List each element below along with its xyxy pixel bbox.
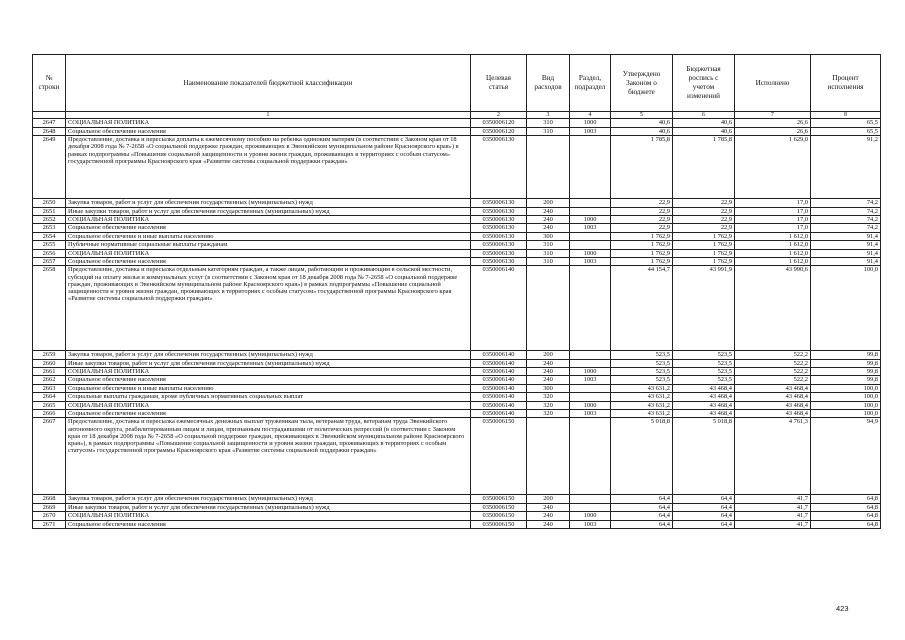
header-percent: Процент исполнения (811, 55, 881, 112)
row-expense-type: 320 (527, 393, 570, 401)
table-row (33, 136, 881, 199)
row-expense-type: 310 (527, 241, 570, 249)
row-percent: 74,2 (811, 207, 881, 215)
row-name: Предоставление, доставка и пересылка ежемесячных денежных выплат труженикам тыла, ветеранам труда, ветеранам труда Эвенкийского автономного округа, реабилитированным лицам и лицам, признанным пострадавшими от политических репрессий (в соответствии с Законом края от 18 декабря 2008 года № 7-2658 «О социальной поддержке граждан, проживающих в Эвенкийском муниципальном районе Красноярского края»), в рамках подпрограммы «Повышение социальной защищенности и уровня жизни граждан, проживающих в территориях с особым статусом» государственной программы Красноярского края «Развитие системы социальной поддержки граждан» (66, 418, 471, 495)
row-executed: 522,2 (735, 376, 811, 384)
row-approved: 64,4 (611, 495, 673, 503)
row-expense-type (527, 266, 570, 351)
row-approved: 1 785,8 (611, 136, 673, 199)
row-target: 0350006150 (471, 512, 527, 520)
row-section: 1003 (570, 520, 611, 528)
row-section (570, 207, 611, 215)
row-percent: 64,8 (811, 512, 881, 520)
row-budget: 40,6 (673, 119, 735, 127)
row-name: Закупка товаров, работ и услуг для обеспечения государственных (муниципальных) нужд (66, 495, 471, 503)
row-percent: 64,8 (811, 520, 881, 528)
row-name: Социальное обеспечение населения (66, 376, 471, 384)
row-expense-type: 320 (527, 410, 570, 418)
row-expense-type: 240 (527, 520, 570, 528)
row-expense-type: 240 (527, 368, 570, 376)
row-name: Иные закупки товаров, работ и услуг для обеспечения государственных (муниципальных) нужд (66, 207, 471, 215)
row-approved: 1 762,9 (611, 257, 673, 265)
row-section: 1003 (570, 257, 611, 265)
table-row (33, 520, 881, 528)
row-target: 0350006140 (471, 266, 527, 351)
row-target: 0350006120 (471, 119, 527, 127)
row-budget: 43 991,9 (673, 266, 735, 351)
row-executed: 41,7 (735, 503, 811, 511)
row-approved: 1 762,9 (611, 249, 673, 257)
row-approved: 22,9 (611, 199, 673, 207)
row-executed: 43 468,4 (735, 384, 811, 392)
column-number: 8 (811, 112, 881, 119)
row-percent: 94,9 (811, 418, 881, 495)
row-section: 1000 (570, 401, 611, 409)
row-number: 2647 (33, 119, 66, 127)
row-percent: 91,4 (811, 257, 881, 265)
row-target: 0350006140 (471, 401, 527, 409)
row-approved: 43 631,2 (611, 401, 673, 409)
row-approved: 40,6 (611, 127, 673, 135)
row-number: 2666 (33, 410, 66, 418)
row-budget: 40,6 (673, 127, 735, 135)
row-budget: 64,4 (673, 512, 735, 520)
row-target: 0350006130 (471, 207, 527, 215)
row-name: СОЦИАЛЬНАЯ ПОЛИТИКА (66, 368, 471, 376)
table-row (33, 207, 881, 215)
row-expense-type: 240 (527, 359, 570, 367)
row-percent: 74,2 (811, 215, 881, 223)
row-number: 2659 (33, 351, 66, 359)
row-name: СОЦИАЛЬНАЯ ПОЛИТИКА (66, 401, 471, 409)
row-number: 2669 (33, 503, 66, 511)
row-executed: 4 761,3 (735, 418, 811, 495)
row-approved: 523,5 (611, 359, 673, 367)
column-number: 6 (673, 112, 735, 119)
row-name: Иные закупки товаров, работ и услуг для обеспечения государственных (муниципальных) нужд (66, 359, 471, 367)
column-number: 1 (66, 112, 471, 119)
table-row (33, 241, 881, 249)
table-row (33, 257, 881, 265)
row-executed: 26,6 (735, 119, 811, 127)
table-row (33, 495, 881, 503)
row-budget: 43 468,4 (673, 401, 735, 409)
row-number: 2651 (33, 207, 66, 215)
column-number-row (33, 112, 881, 119)
row-section (570, 232, 611, 240)
row-budget: 523,5 (673, 368, 735, 376)
page-number: 423 (836, 604, 849, 613)
table-row (33, 232, 881, 240)
row-name: Социальное обеспечение населения (66, 520, 471, 528)
row-name: Социальные выплаты гражданам, кроме публичных нормативных социальных выплат (66, 393, 471, 401)
row-section: 1003 (570, 224, 611, 232)
header-budget-list: Бюджетная роспись с учетом изменений (673, 55, 735, 112)
row-target: 0350006150 (471, 520, 527, 528)
row-section (570, 351, 611, 359)
row-percent: 99,8 (811, 351, 881, 359)
row-section (570, 136, 611, 199)
row-percent: 100,0 (811, 266, 881, 351)
row-executed: 1 612,0 (735, 241, 811, 249)
row-executed: 26,6 (735, 127, 811, 135)
row-target: 0350006130 (471, 136, 527, 199)
row-expense-type (527, 418, 570, 495)
row-percent: 91,4 (811, 232, 881, 240)
table-row (33, 199, 881, 207)
row-expense-type: 240 (527, 376, 570, 384)
row-section (570, 503, 611, 511)
row-section (570, 241, 611, 249)
row-executed: 1 629,0 (735, 136, 811, 199)
row-name: Социальное обеспечение и иные выплаты населению (66, 232, 471, 240)
row-expense-type: 310 (527, 127, 570, 135)
row-target: 0350006130 (471, 257, 527, 265)
table-row (33, 351, 881, 359)
row-approved: 1 762,9 (611, 232, 673, 240)
row-section: 1000 (570, 368, 611, 376)
row-budget: 523,5 (673, 351, 735, 359)
table-row (33, 418, 881, 495)
row-target: 0350006150 (471, 418, 527, 495)
row-section (570, 359, 611, 367)
row-executed: 17,0 (735, 224, 811, 232)
row-executed: 1 612,0 (735, 232, 811, 240)
row-expense-type: 200 (527, 495, 570, 503)
row-executed: 43 468,4 (735, 393, 811, 401)
row-expense-type: 240 (527, 503, 570, 511)
table-row (33, 503, 881, 511)
row-name: Социальное обеспечение населения (66, 224, 471, 232)
row-executed: 17,0 (735, 207, 811, 215)
row-expense-type: 200 (527, 351, 570, 359)
row-executed: 17,0 (735, 215, 811, 223)
table-row (33, 249, 881, 257)
row-name: СОЦИАЛЬНАЯ ПОЛИТИКА (66, 249, 471, 257)
row-section: 1000 (570, 512, 611, 520)
row-percent: 91,2 (811, 136, 881, 199)
row-section (570, 495, 611, 503)
row-budget: 22,9 (673, 207, 735, 215)
row-number: 2671 (33, 520, 66, 528)
row-percent: 91,4 (811, 249, 881, 257)
row-target: 0350006140 (471, 384, 527, 392)
row-executed: 41,7 (735, 512, 811, 520)
row-section: 1003 (570, 410, 611, 418)
row-expense-type: 240 (527, 215, 570, 223)
row-percent: 74,2 (811, 199, 881, 207)
table-row (33, 127, 881, 135)
table-body (33, 119, 881, 529)
row-target: 0350006140 (471, 410, 527, 418)
row-approved: 43 631,2 (611, 393, 673, 401)
row-expense-type: 240 (527, 224, 570, 232)
row-target: 0350006120 (471, 127, 527, 135)
row-number: 2670 (33, 512, 66, 520)
row-target: 0350006130 (471, 241, 527, 249)
row-expense-type: 240 (527, 512, 570, 520)
row-section: 1000 (570, 215, 611, 223)
row-percent: 64,8 (811, 495, 881, 503)
table-row (33, 393, 881, 401)
row-budget: 1 762,9 (673, 241, 735, 249)
row-approved: 22,9 (611, 224, 673, 232)
row-budget: 22,9 (673, 199, 735, 207)
row-name: СОЦИАЛЬНАЯ ПОЛИТИКА (66, 215, 471, 223)
row-approved: 5 018,8 (611, 418, 673, 495)
row-target: 0350006140 (471, 351, 527, 359)
table-row (33, 224, 881, 232)
row-budget: 1 762,9 (673, 232, 735, 240)
row-approved: 43 631,2 (611, 384, 673, 392)
row-number: 2653 (33, 224, 66, 232)
row-percent: 91,4 (811, 241, 881, 249)
row-number: 2667 (33, 418, 66, 495)
row-target: 0350006130 (471, 199, 527, 207)
table-row (33, 368, 881, 376)
row-number: 2652 (33, 215, 66, 223)
row-name: Закупка товаров, работ и услуг для обеспечения государственных (муниципальных) нужд (66, 199, 471, 207)
row-expense-type: 300 (527, 384, 570, 392)
row-budget: 1 762,9 (673, 249, 735, 257)
row-percent: 65,5 (811, 119, 881, 127)
table-row (33, 119, 881, 127)
header-expense-type: Вид расходов (527, 55, 570, 112)
row-percent: 99,8 (811, 368, 881, 376)
row-percent: 100,0 (811, 410, 881, 418)
row-budget: 64,4 (673, 495, 735, 503)
row-number: 2656 (33, 249, 66, 257)
row-expense-type: 310 (527, 257, 570, 265)
row-number: 2654 (33, 232, 66, 240)
row-executed: 43 990,6 (735, 266, 811, 351)
row-expense-type (527, 136, 570, 199)
row-percent: 65,5 (811, 127, 881, 135)
row-approved: 40,6 (611, 119, 673, 127)
column-number: 5 (611, 112, 673, 119)
row-budget: 64,4 (673, 503, 735, 511)
table-row (33, 401, 881, 409)
row-budget: 43 468,4 (673, 384, 735, 392)
row-section: 1000 (570, 119, 611, 127)
column-number: 2 (471, 112, 527, 119)
table-row (33, 384, 881, 392)
table-row (33, 215, 881, 223)
row-name: Социальное обеспечение и иные выплаты населению (66, 384, 471, 392)
row-target: 0350006130 (471, 232, 527, 240)
column-number (33, 112, 66, 119)
row-budget: 523,5 (673, 359, 735, 367)
row-section (570, 199, 611, 207)
row-executed: 43 468,4 (735, 401, 811, 409)
row-approved: 22,9 (611, 215, 673, 223)
row-section (570, 393, 611, 401)
row-number: 2660 (33, 359, 66, 367)
table-row (33, 266, 881, 351)
row-number: 2664 (33, 393, 66, 401)
row-number: 2648 (33, 127, 66, 135)
row-expense-type: 310 (527, 249, 570, 257)
row-target: 0350006130 (471, 215, 527, 223)
row-executed: 17,0 (735, 199, 811, 207)
row-budget: 43 468,4 (673, 393, 735, 401)
row-number: 2658 (33, 266, 66, 351)
row-approved: 64,4 (611, 520, 673, 528)
table-row (33, 376, 881, 384)
row-executed: 41,7 (735, 495, 811, 503)
budget-execution-table (32, 54, 881, 529)
row-percent: 100,0 (811, 393, 881, 401)
row-number: 2657 (33, 257, 66, 265)
row-section: 1000 (570, 249, 611, 257)
row-executed: 522,2 (735, 359, 811, 367)
row-name: Социальное обеспечение населения (66, 257, 471, 265)
row-approved: 64,4 (611, 503, 673, 511)
row-percent: 100,0 (811, 401, 881, 409)
row-name: Закупка товаров, работ и услуг для обеспечения государственных (муниципальных) нужд (66, 351, 471, 359)
table-row (33, 359, 881, 367)
row-budget: 1 785,8 (673, 136, 735, 199)
row-section (570, 418, 611, 495)
column-number: 7 (735, 112, 811, 119)
row-target: 0350006140 (471, 393, 527, 401)
row-name: СОЦИАЛЬНАЯ ПОЛИТИКА (66, 512, 471, 520)
row-executed: 1 612,0 (735, 257, 811, 265)
row-approved: 64,4 (611, 512, 673, 520)
row-expense-type: 320 (527, 401, 570, 409)
row-number: 2665 (33, 401, 66, 409)
row-percent: 100,0 (811, 384, 881, 392)
row-executed: 522,2 (735, 351, 811, 359)
row-target: 0350006140 (471, 376, 527, 384)
row-name: СОЦИАЛЬНАЯ ПОЛИТИКА (66, 119, 471, 127)
row-target: 0350006150 (471, 495, 527, 503)
row-budget: 22,9 (673, 224, 735, 232)
row-number: 2650 (33, 199, 66, 207)
row-approved: 43 631,2 (611, 410, 673, 418)
row-number: 2655 (33, 241, 66, 249)
row-executed: 43 468,4 (735, 410, 811, 418)
column-number: 3 (527, 112, 570, 119)
column-number: 4 (570, 112, 611, 119)
row-target: 0350006130 (471, 224, 527, 232)
row-percent: 74,2 (811, 224, 881, 232)
row-executed: 522,2 (735, 368, 811, 376)
row-approved: 22,9 (611, 207, 673, 215)
table-row (33, 512, 881, 520)
row-percent: 64,8 (811, 503, 881, 511)
row-target: 0350006130 (471, 249, 527, 257)
row-section: 1003 (570, 376, 611, 384)
row-budget: 5 018,8 (673, 418, 735, 495)
row-budget: 523,5 (673, 376, 735, 384)
row-section (570, 384, 611, 392)
row-approved: 44 154,7 (611, 266, 673, 351)
row-approved: 523,5 (611, 351, 673, 359)
row-name: Иные закупки товаров, работ и услуг для обеспечения государственных (муниципальных) нужд (66, 503, 471, 511)
row-number: 2649 (33, 136, 66, 199)
header-row-no: № строки (33, 55, 66, 112)
row-expense-type: 200 (527, 199, 570, 207)
row-approved: 1 762,9 (611, 241, 673, 249)
row-percent: 99,8 (811, 359, 881, 367)
row-approved: 523,5 (611, 368, 673, 376)
row-number: 2662 (33, 376, 66, 384)
row-executed: 1 612,0 (735, 249, 811, 257)
row-name: Социальное обеспечение населения (66, 127, 471, 135)
row-section: 1003 (570, 127, 611, 135)
row-number: 2661 (33, 368, 66, 376)
header-section: Раздел, подраздел (570, 55, 611, 112)
row-expense-type: 240 (527, 207, 570, 215)
row-expense-type: 310 (527, 119, 570, 127)
header-target: Целевая статья (471, 55, 527, 112)
row-approved: 523,5 (611, 376, 673, 384)
row-name: Социальное обеспечение населения (66, 410, 471, 418)
row-name: Публичные нормативные социальные выплаты гражданам (66, 241, 471, 249)
row-name: Предоставление, доставка и пересылка отдельным категориям граждан, а также лицам, работающим и проживающим в сельской местности, субсидий на оплату жилья и коммунальных услуг (в соответствии с Законом края от 18 декабря 2008 года № 7-2658 «О социальной поддержке граждан, проживающих в Эвенкийском муниципальном районе Красноярского края») в рамках подпрограммы «Повышение социальной защищенности и уровня жизни граждан, проживающих в территориях с особым статусом» государственной программы Красноярского края «Развитие системы социальной поддержки граждан» (66, 266, 471, 351)
row-budget: 64,4 (673, 520, 735, 528)
header-approved: Утверждено Законом о бюджете (611, 55, 673, 112)
row-target: 0350006140 (471, 359, 527, 367)
row-number: 2668 (33, 495, 66, 503)
row-target: 0350006140 (471, 368, 527, 376)
row-budget: 22,9 (673, 215, 735, 223)
row-executed: 41,7 (735, 520, 811, 528)
row-percent: 99,8 (811, 376, 881, 384)
row-target: 0350006150 (471, 503, 527, 511)
header-name: Наименование показателей бюджетной классификации (66, 55, 471, 112)
header-row (33, 55, 881, 112)
table-row (33, 410, 881, 418)
header-executed: Исполнено (735, 55, 811, 112)
row-expense-type: 300 (527, 232, 570, 240)
row-number: 2663 (33, 384, 66, 392)
row-budget: 43 468,4 (673, 410, 735, 418)
row-section (570, 266, 611, 351)
row-name: Предоставление, доставка и пересылка доплаты к ежемесячному пособию на ребенка одиноким матерям (в соответствии с Законом края от 18 декабря 2008 года № 7-2658 «О социальной поддержке граждан, проживающих в Эвенкийском муниципальном районе Красноярского края») в рамках подпрограммы «Повышение социальной защищенности и уровня жизни граждан, проживающих в территориях с особым статусом» государственной программы Красноярского края «Развитие системы социальной поддержки граждан» (66, 136, 471, 199)
row-budget: 1 762,9 (673, 257, 735, 265)
